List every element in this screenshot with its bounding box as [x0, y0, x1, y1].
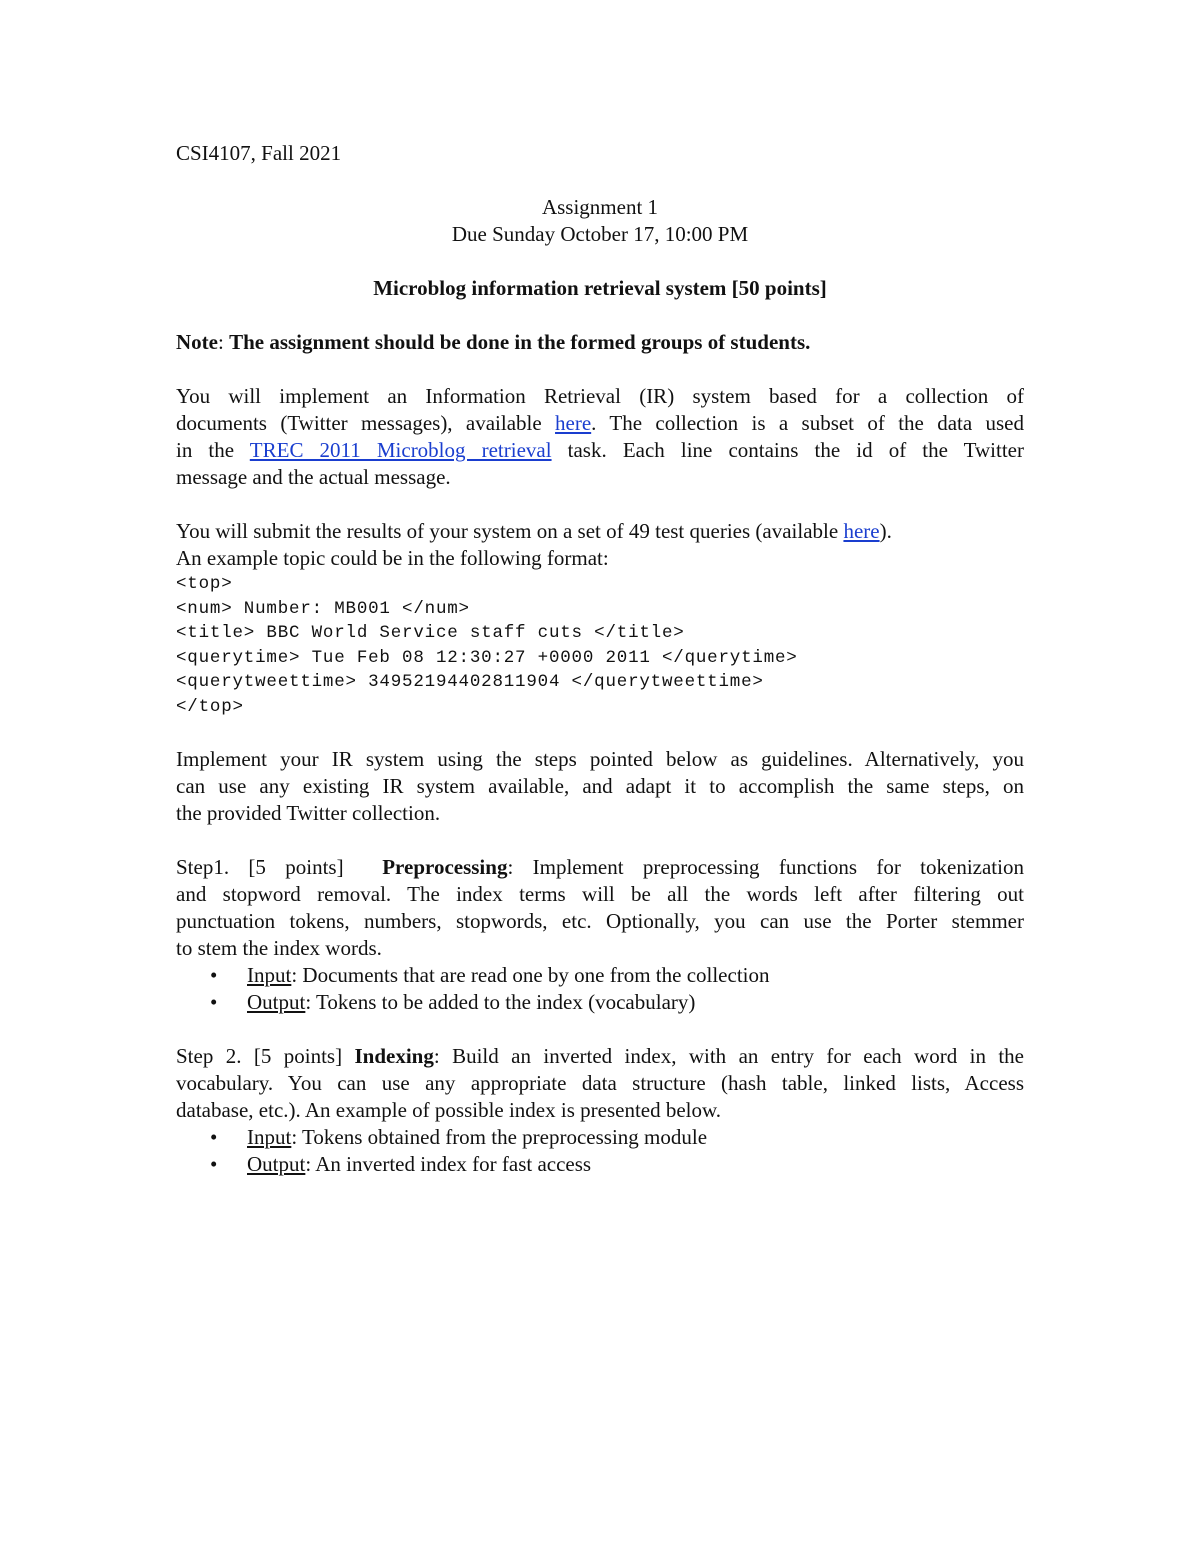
step2-section	[176, 1043, 1024, 1178]
intro-line-4: message and the actual message.	[176, 465, 451, 489]
code-line: <top>	[176, 574, 233, 594]
intro-line-2	[176, 410, 1024, 437]
queries-text: You will submit the results of your system on a set of 49 test queries (available	[176, 519, 844, 543]
list-item	[176, 962, 1024, 989]
step2-name: Indexing	[354, 1044, 434, 1068]
implement-line-1: Implement your IR system using the steps pointed below as guidelines. Alternatively, you	[176, 747, 1024, 771]
list-item	[176, 989, 1024, 1016]
step2-prefix: Step 2. [5 points]	[176, 1044, 355, 1068]
intro-text: documents (Twitter messages), available	[176, 411, 556, 435]
queries-line-1	[176, 518, 1024, 545]
bullet-icon: •	[210, 1152, 218, 1176]
step1-name: Preprocessing	[382, 855, 508, 879]
bullet-label: Output	[247, 990, 306, 1014]
intro-line-1: You will implement an Information Retrieval (IR) system based for a collection of	[176, 384, 1024, 408]
code-line: <num> Number: MB001 </num>	[176, 598, 470, 619]
bullet-icon: •	[210, 963, 218, 987]
topic-example-code	[176, 572, 1024, 719]
bullet-text: : Tokens obtained from the preprocessing module	[291, 1125, 708, 1149]
step1-line-4: to stem the index words.	[176, 936, 382, 960]
queries-text: ).	[879, 519, 892, 543]
step1-section	[176, 854, 1024, 1016]
step2-bullets	[176, 1124, 1024, 1178]
bullet-label: Output	[247, 1152, 306, 1176]
step1-line-1	[176, 854, 1024, 881]
step2-text: : Build an inverted index, with an entry for each word in the	[433, 1044, 1024, 1068]
step2-line-2: vocabulary. You can use any appropriate data structure (hash table, linked lists, Access	[176, 1071, 1024, 1095]
step1-line-2: and stopword removal. The index terms will be all the words left after filtering out	[176, 882, 1024, 906]
implement-line-2: can use any existing IR system available, and adapt it to accomplish the same steps, on	[176, 774, 1024, 798]
bullet-icon: •	[210, 1125, 218, 1149]
intro-paragraph	[176, 383, 1024, 491]
bullet-text: : Tokens to be added to the index (vocabulary)	[305, 990, 696, 1014]
step2-line-1	[176, 1043, 1024, 1070]
trec-microblog-link[interactable]: TREC 2011 Microblog retrieval	[249, 438, 552, 462]
queries-link[interactable]: here	[843, 519, 880, 543]
step1-prefix: Step1. [5 points]	[176, 855, 383, 879]
step1-line-3: punctuation tokens, numbers, stopwords, etc. Optionally, you can use the Porter stemmer	[176, 909, 1024, 933]
document-title: Microblog information retrieval system [50 points]	[373, 276, 827, 300]
code-line: <querytime> Tue Feb 08 12:30:27 +0000 2011 </querytime>	[176, 647, 798, 668]
step1-bullets	[176, 962, 1024, 1016]
course-header: CSI4107, Fall 2021	[176, 141, 342, 165]
note-label: Note	[176, 330, 218, 354]
bullet-label: Input	[247, 1125, 292, 1149]
step2-line-3: database, etc.). An example of possible index is presented below.	[176, 1098, 722, 1122]
intro-text: task. Each line contains the id of the Twitter	[551, 438, 1024, 462]
intro-text: in the	[176, 438, 250, 462]
code-line: <title> BBC World Service staff cuts </title>	[176, 623, 685, 643]
implement-line-3: the provided Twitter collection.	[176, 801, 441, 825]
code-line: <querytweettime> 34952194402811904 </querytweettime>	[176, 672, 764, 692]
document-page	[176, 140, 1024, 1178]
collection-link[interactable]: here	[555, 411, 592, 435]
due-date: Due Sunday October 17, 10:00 PM	[451, 222, 749, 246]
implement-paragraph	[176, 746, 1024, 827]
code-line: </top>	[176, 696, 244, 717]
note-separator: :	[217, 330, 230, 354]
bullet-icon: •	[210, 990, 218, 1014]
bullet-label: Input	[247, 963, 292, 987]
note-paragraph	[176, 329, 1024, 356]
intro-line-3	[176, 437, 1024, 464]
queries-line-2: An example topic could be in the following format:	[176, 546, 609, 570]
step1-text: : Implement preprocessing functions for tokenization	[507, 855, 1024, 879]
assignment-title: Assignment 1	[541, 195, 659, 219]
note-text: The assignment should be done in the formed groups of students.	[229, 330, 811, 354]
queries-paragraph	[176, 518, 1024, 572]
list-item	[176, 1124, 1024, 1151]
intro-text: . The collection is a subset of the data used	[591, 411, 1024, 435]
bullet-text: : An inverted index for fast access	[305, 1152, 592, 1176]
bullet-text: : Documents that are read one by one from the collection	[291, 963, 770, 987]
list-item	[176, 1151, 1024, 1178]
